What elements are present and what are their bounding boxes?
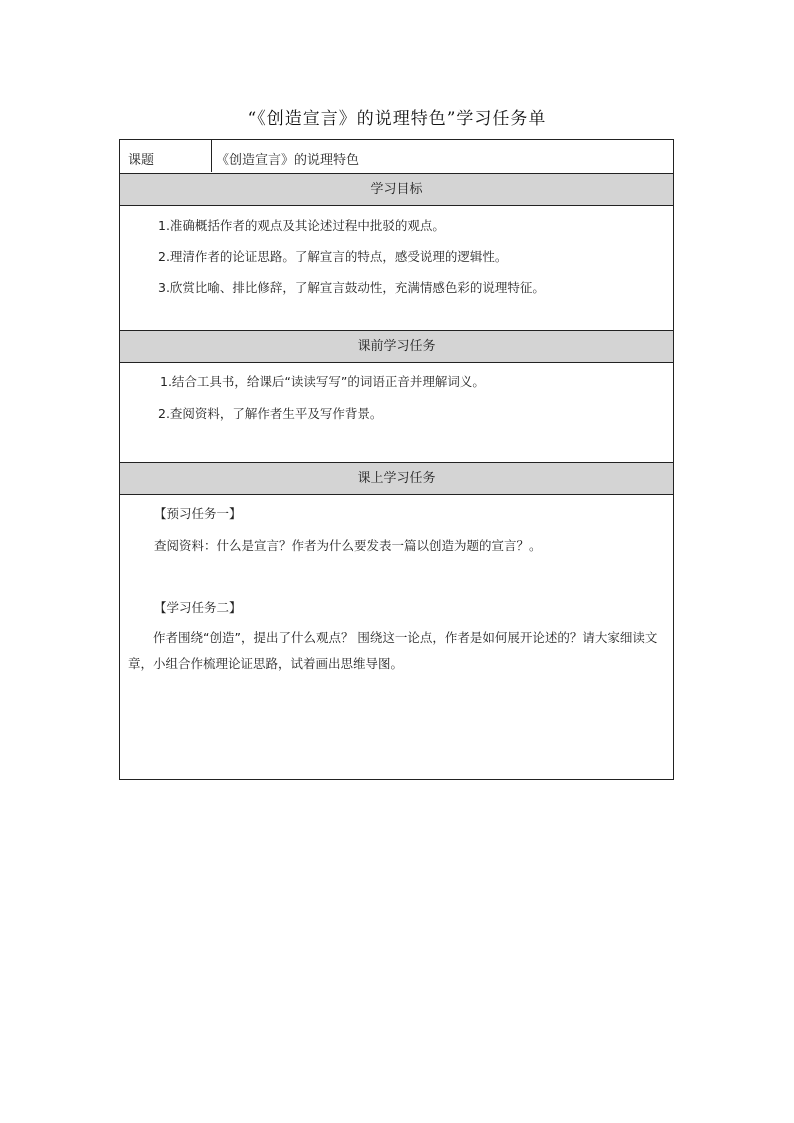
objectives-heading: 学习目标 <box>120 174 673 205</box>
objective-item-3: 3.欣赏比喻、排比修辞，了解宣言鼓动性，充满情感色彩的说理特征。 <box>158 280 545 295</box>
topic-label: 课题 <box>128 153 155 168</box>
task2-title: 【学习任务二】 <box>154 600 242 615</box>
column-divider <box>211 140 212 172</box>
topic-value: 《创造宣言》的说理特色 <box>216 153 360 168</box>
objective-item-1: 1.准确概括作者的观点及其论述过程中批驳的观点。 <box>158 218 445 233</box>
task-sheet-table <box>119 139 674 780</box>
pre-class-item-2: 2.查阅资料，了解作者生平及写作背景。 <box>158 406 383 421</box>
document-title: “《创造宣言》的说理特色”学习任务单 <box>247 109 547 129</box>
task1-text: 查阅资料：什么是宣言？作者为什么要发表一篇以创造为题的宣言？。 <box>154 538 542 553</box>
objective-item-2: 2.理清作者的论证思路。了解宣言的特点，感受说理的逻辑性。 <box>158 249 508 264</box>
task2-text: 作者围绕“创造”，提出了什么观点？ 围绕这一论点，作者是如何展开论述的？请大家细读文章，小组合作梳理论证思路，试着画出思维导图。 <box>128 630 658 671</box>
pre-class-heading: 课前学习任务 <box>120 331 673 362</box>
pre-class-item-1: 1.结合工具书，给课后“读读写写”的词语正音并理解词义。 <box>160 374 485 389</box>
row-divider <box>120 362 673 363</box>
row-divider <box>120 205 673 206</box>
in-class-heading: 课上学习任务 <box>120 463 673 494</box>
row-divider <box>120 494 673 495</box>
task1-title: 【预习任务一】 <box>154 506 242 521</box>
